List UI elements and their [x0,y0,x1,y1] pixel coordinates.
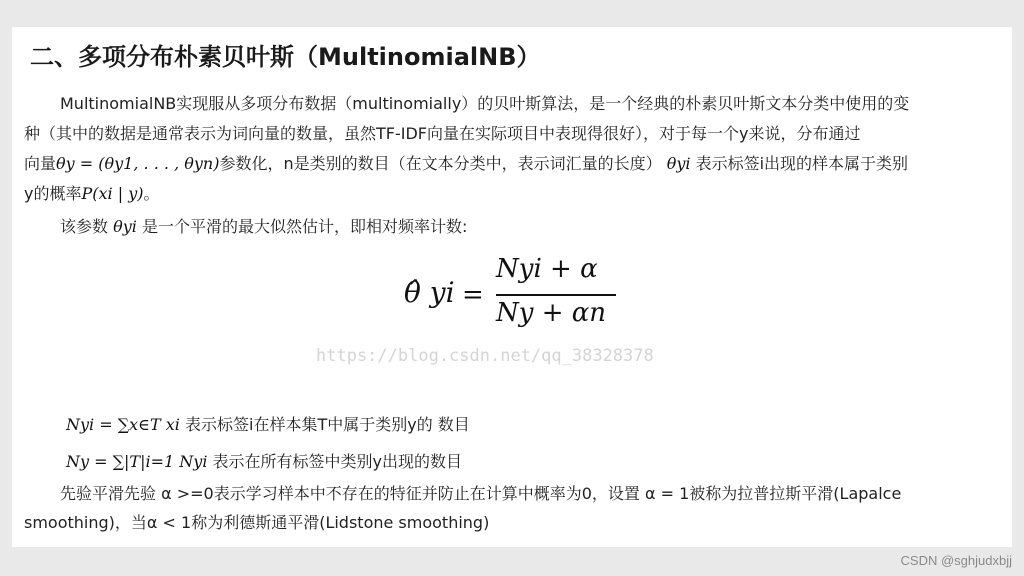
para1-line2: 种（其中的数据是通常表示为词向量的数量，虽然TF-IDF向量在实际项目中表现得很好），对于每一个y来说，分布通过 [24,124,861,143]
para1-line4-text-a: y的概率 [24,184,82,203]
section-title: 二、多项分布朴素贝叶斯（MultinomialNB） [30,43,541,71]
para1-line3-text-b: 参数化，n是类别的数目（在文本分类中，表示词汇量的长度） [219,154,662,173]
definition-ny [66,451,462,473]
para3-line2: smoothing)，当α < 1称为利德斯通平滑(Lidstone smoothing) [24,513,490,532]
para1-line3-text-c: 表示标签i出现的样本属于类别 [695,154,909,173]
nyi-text: 表示标签i在样本集T中属于类别y的 数目 [185,415,470,434]
para2-theta-math: θyi [113,217,137,236]
definition-nyi [66,414,470,436]
para1-line3 [24,153,908,175]
url-watermark: https://blog.csdn.net/qq_38328378 [316,346,654,366]
ny-text: 表示在所有标签中类别y出现的数目 [212,452,463,471]
para2-text-a: 该参数 [60,217,109,236]
para3-line1: 先验平滑先验 α >=0表示学习样本中不存在的特征并防止在计算中概率为0，设置 α = 1被称为拉普拉斯平滑(Lapalce [60,484,902,503]
ny-math: Ny = ∑|T|i=1 Nyi [66,452,208,471]
estimate-formula [404,254,634,338]
para2-text-b: 是一个平滑的最大似然估计，即相对频率计数: [142,217,468,236]
formula-lhs: θ̂ yi [404,276,455,309]
para1-line1: MultinomialNB实现服从多项分布数据（multinomially）的贝叶斯算法，是一个经典的朴素贝叶斯文本分类中使用的变 [60,94,910,113]
nyi-math: Nyi = ∑x∈T xi [66,415,180,434]
para1-line3-text-a: 向量 [24,154,57,173]
csdn-watermark: CSDN @sghjudxbjj [900,553,1012,568]
fraction-bar [496,294,616,296]
para1-line4 [24,183,160,205]
para1-line4-text-b: 。 [143,184,160,203]
formula-numerator: Nyi + α [496,254,598,284]
theta-vector-math: θy = (θy1, . . . , θyn) [56,154,220,173]
formula-denominator: Ny + αn [496,298,607,328]
para2 [60,216,467,238]
slide-card [12,27,1012,547]
probability-math: P(xi | y) [81,184,144,203]
formula-equals: = [462,280,484,310]
theta-yi-math: θyi [666,154,691,173]
